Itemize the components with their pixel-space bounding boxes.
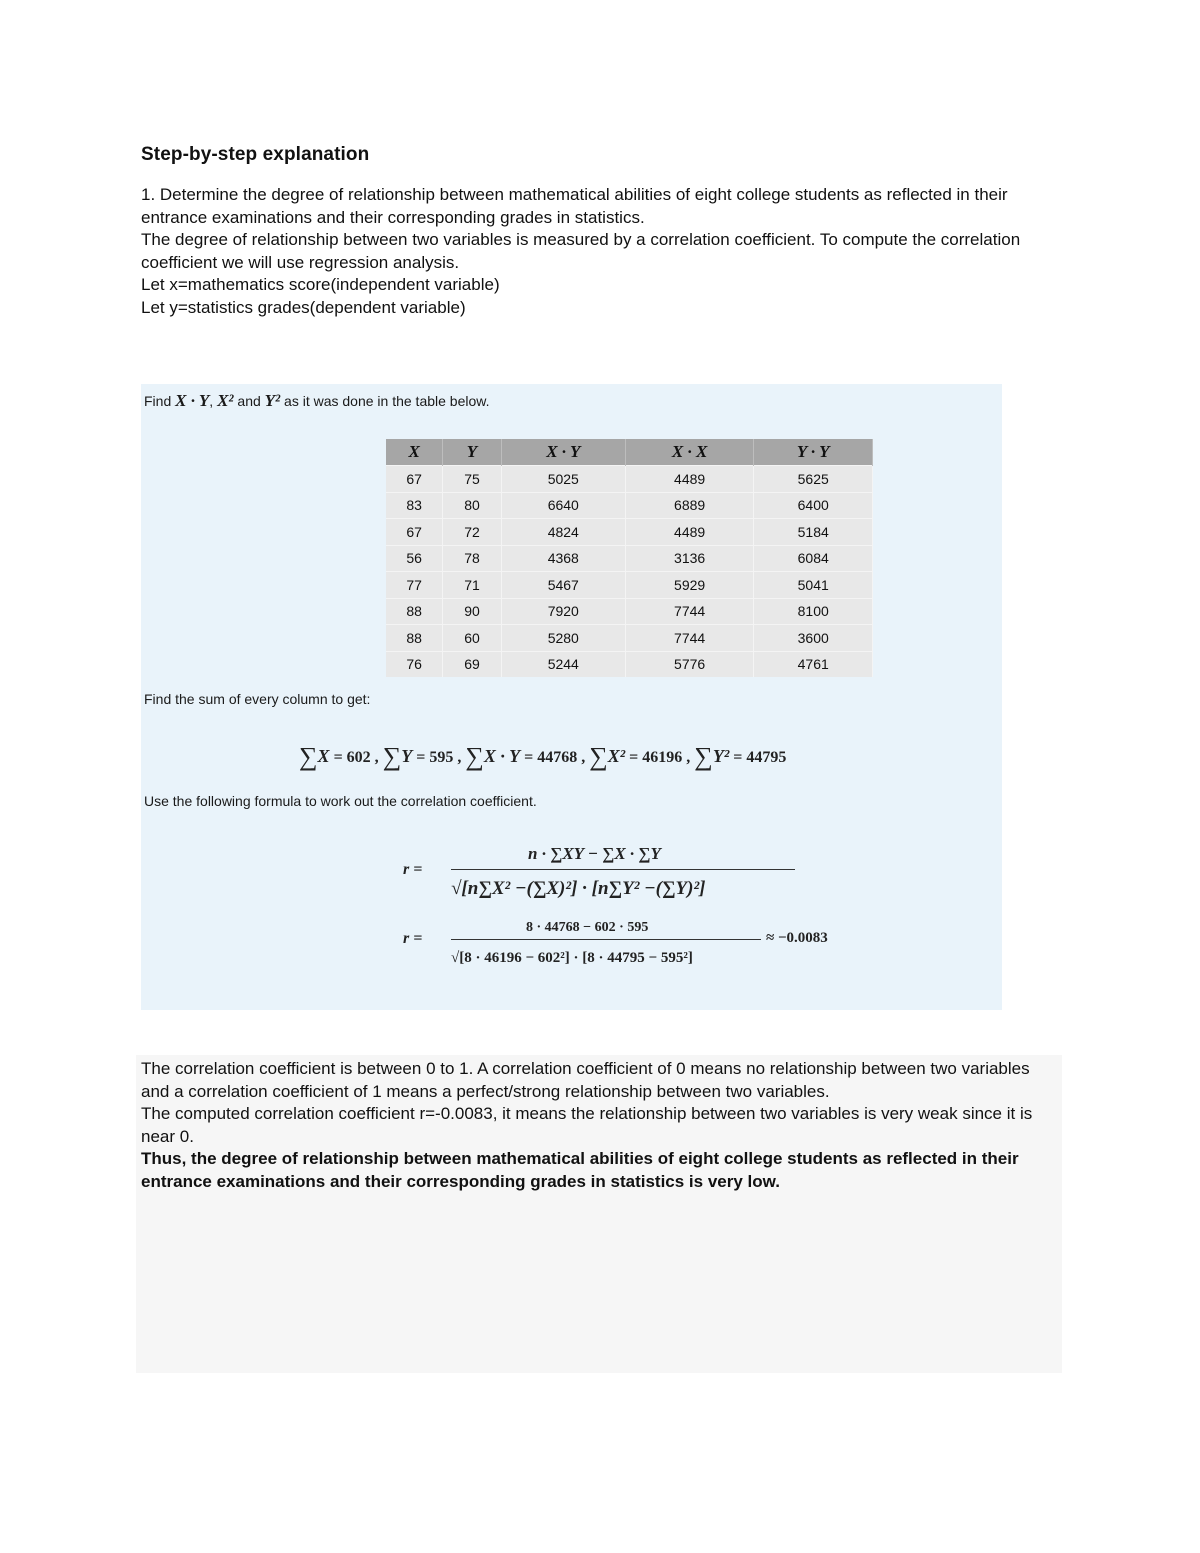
conclusion-block (136, 1055, 1062, 1373)
conclusion-text (141, 1058, 1059, 1194)
sum-y2-value: = 44795 (733, 749, 787, 766)
cell-yy: 6400 (754, 492, 873, 519)
header-x: X (386, 439, 443, 466)
section-heading: Step-by-step explanation (141, 144, 370, 165)
cell-xx: 7744 (625, 598, 754, 625)
cell-yy: 4761 (754, 651, 873, 677)
cell-xy: 4368 (501, 545, 625, 572)
cell-y: 90 (443, 598, 502, 625)
sum-x2-var: X² (607, 746, 626, 766)
sum-x-value: = 602 , (333, 749, 379, 766)
cell-xx: 4489 (625, 519, 754, 546)
cell-yy: 5041 (754, 572, 873, 599)
cell-yy: 5184 (754, 519, 873, 546)
find-x2: X² (217, 391, 234, 410)
intro-line-4: Let y=statistics grades(dependent variable) (141, 297, 466, 317)
cell-xy: 5467 (501, 572, 625, 599)
solution-panel (141, 384, 1002, 1010)
conclusion-paragraph-1: The correlation coefficient is between 0 to 1. A correlation coefficient of 0 means no relationship between two variables and a correlation coefficient of 1 means a perfect/strong relationship between two variables. (141, 1059, 1030, 1101)
cell-yy: 8100 (754, 598, 873, 625)
formula2-denominator: √[8 · 46196 − 602²] · [8 · 44795 − 595²] (451, 950, 693, 966)
cell-xy: 4824 (501, 519, 625, 546)
sum-x: ∑X = 602 , (299, 742, 379, 771)
sum-instruction: Find the sum of every column to get: (144, 691, 371, 707)
cell-yy: 3600 (754, 625, 873, 652)
find-y2: Y² (264, 391, 281, 410)
sum-x-var: X (317, 746, 330, 766)
find-prefix: Find (144, 393, 172, 409)
find-xy: X · Y (175, 391, 210, 410)
conclusion-paragraph-2: The computed correlation coefficient r=-0.0083, it means the relationship between two variables is very weak since it is near 0. (141, 1104, 1033, 1146)
cell-y: 69 (443, 651, 502, 677)
cell-xy: 7920 (501, 598, 625, 625)
cell-xy: 5244 (501, 651, 625, 677)
intro-line-2: The degree of relationship between two variables is measured by a correlation coefficient. To compute the correlation coefficient we will use regression analysis. (141, 230, 1021, 272)
find-suffix: as it was done in the table below. (284, 393, 490, 409)
cell-xy: 6640 (501, 492, 625, 519)
formula1-denominator: √[n∑X² −(∑X)²] · [n∑Y² −(∑Y)²] (451, 878, 706, 899)
cell-x: 76 (386, 651, 443, 677)
formula2-numerator: 8 · 44768 − 602 · 595 (526, 920, 649, 935)
header-xy: X · Y (501, 439, 625, 466)
intro-line-3: Let x=mathematics score(independent variable) (141, 275, 500, 295)
cell-y: 80 (443, 492, 502, 519)
sum-xy: ∑X · Y = 44768 , (465, 742, 586, 771)
sum-xy-value: = 44768 , (524, 749, 586, 766)
cell-x: 77 (386, 572, 443, 599)
sum-xy-var: X · Y (483, 746, 521, 766)
formula-instruction: Use the following formula to work out the correlation coefficient. (144, 793, 537, 809)
formula1-numerator: n · ∑XY − ∑X · ∑Y (528, 844, 661, 863)
sum-x2-value: = 46196 , (629, 749, 691, 766)
cell-x: 56 (386, 545, 443, 572)
cell-xx: 5776 (625, 651, 754, 677)
find-and: and (237, 393, 261, 409)
header-y: Y (443, 439, 502, 466)
cell-x: 67 (386, 519, 443, 546)
cell-y: 72 (443, 519, 502, 546)
cell-yy: 6084 (754, 545, 873, 572)
sum-y2-var: Y² (712, 746, 730, 766)
formula1-fraction-bar (451, 869, 795, 870)
formula2-result: ≈ −0.0083 (766, 930, 828, 946)
formula2-fraction-bar (451, 939, 761, 940)
cell-yy: 5625 (754, 466, 873, 493)
cell-xx: 3136 (625, 545, 754, 572)
cell-x: 67 (386, 466, 443, 493)
sum-y-var: Y (401, 746, 413, 766)
header-yy: Y · Y (754, 439, 873, 466)
sum-y2: ∑Y² = 44795 (694, 742, 787, 771)
formula1-label: r = (403, 861, 423, 878)
cell-xx: 4489 (625, 466, 754, 493)
cell-xy: 5280 (501, 625, 625, 652)
cell-x: 88 (386, 625, 443, 652)
cell-xx: 6889 (625, 492, 754, 519)
header-xx: X · X (625, 439, 754, 466)
sum-y: ∑Y = 595 , (382, 742, 462, 771)
find-sep: , (209, 393, 214, 409)
formula2-label: r = (403, 930, 423, 947)
cell-y: 78 (443, 545, 502, 572)
correlation-formula (141, 384, 1002, 1010)
sum-x2: ∑X² = 46196 , (589, 742, 691, 771)
cell-xx: 5929 (625, 572, 754, 599)
conclusion-final: Thus, the degree of relationship between mathematical abilities of eight college students as reflected in their entrance examinations and their corresponding grades in statistics is very low. (141, 1149, 1019, 1191)
cell-x: 88 (386, 598, 443, 625)
cell-y: 75 (443, 466, 502, 493)
cell-xy: 5025 (501, 466, 625, 493)
cell-y: 60 (443, 625, 502, 652)
cell-xx: 7744 (625, 625, 754, 652)
sum-y-value: = 595 , (416, 749, 462, 766)
cell-y: 71 (443, 572, 502, 599)
cell-x: 83 (386, 492, 443, 519)
intro-text (141, 184, 1061, 320)
intro-line-1: 1. Determine the degree of relationship between mathematical abilities of eight college students as reflected in their entrance examinations and their corresponding grades in statistics. (141, 185, 1008, 227)
